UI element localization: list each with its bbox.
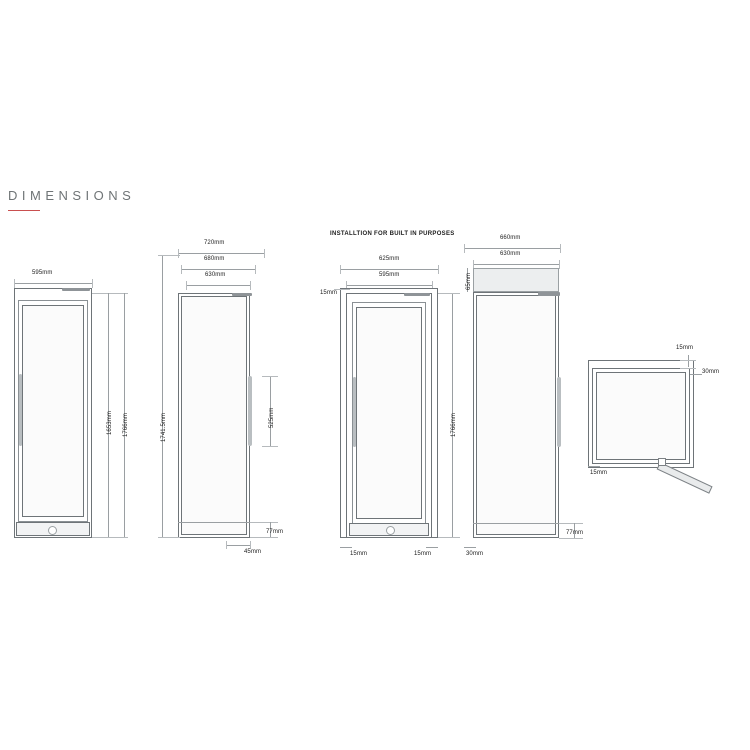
page-title: DIMENSIONS	[8, 188, 136, 203]
builtin-left-gap-dim-line	[340, 547, 352, 548]
builtin-cabinet-width-label: 595mm	[379, 272, 400, 278]
plan-cabinet-interior	[596, 372, 686, 460]
side-foot-dim-line	[226, 545, 250, 546]
builtin-side-depth-total-dim-line	[464, 248, 560, 249]
side-total-height-label: 1741.5mm	[161, 412, 167, 442]
front-glass-panel	[22, 305, 84, 517]
side-foot-tick-right	[250, 541, 251, 549]
builtin-top-gap-leader	[334, 289, 350, 290]
front-width-dim-line	[14, 283, 92, 284]
title-underline	[8, 210, 40, 211]
builtin-side-plinth-line	[473, 523, 559, 524]
builtin-height-bottom-ext	[438, 537, 460, 538]
side-foot-label: 45mm	[244, 549, 262, 555]
front-control-dial	[48, 526, 57, 535]
plan-front-gap-dim-line	[588, 466, 600, 467]
builtin-side-plinth-label: 77mm	[566, 530, 584, 536]
builtin-cabinet-width-dim-line	[346, 285, 432, 286]
side-depth-total-tick-left	[178, 249, 179, 258]
side-depth-body-tick-left	[186, 281, 187, 290]
builtin-height-top-ext	[438, 293, 460, 294]
builtin-right-gap-dim-line	[426, 547, 438, 548]
plan-side-gap-label: 30mm	[702, 369, 720, 375]
builtin-left-gap-label: 15mm	[350, 551, 368, 557]
side-foot-tick-left	[226, 541, 227, 549]
builtin-top-gap-label: 15mm	[320, 290, 338, 296]
front-height-bottom-ext	[92, 537, 128, 538]
builtin-door-handle	[353, 377, 356, 447]
side-plinth-ext-top	[250, 522, 278, 523]
builtin-side-depth-total-tick-right	[560, 244, 561, 253]
side-depth-body-dim-line	[186, 285, 250, 286]
built-in-section-label: INSTALLTION FOR BUILT IN PURPOSES	[330, 231, 455, 237]
front-height-top-ext	[92, 293, 128, 294]
builtin-side-top-vent-box	[473, 268, 559, 292]
builtin-side-top-trim	[538, 292, 560, 296]
plan-side-gap-dim-line	[690, 374, 702, 375]
side-total-height-bottom-ext	[158, 537, 180, 538]
side-depth-mid-tick-right	[255, 265, 256, 274]
side-top-trim	[232, 293, 252, 296]
front-door-handle	[19, 374, 22, 446]
plan-door-hinge	[658, 458, 666, 466]
side-depth-body-tick-right	[250, 281, 251, 290]
plan-rear-gap-label: 15mm	[676, 345, 694, 351]
builtin-side-plinth-ext-top	[559, 523, 583, 524]
front-inner-height-label: 1653mm	[107, 411, 113, 435]
builtin-side-front-gap-dim-line	[464, 547, 476, 548]
builtin-side-depth-total-label: 660mm	[500, 235, 521, 241]
side-cabinet-face	[181, 296, 247, 535]
side-plinth-line	[178, 522, 250, 523]
side-plinth-ext-bottom	[250, 537, 278, 538]
builtin-aperture-tick-right	[438, 265, 439, 274]
plan-rear-gap-dim-line	[688, 355, 689, 367]
builtin-side-front-gap-label: 30mm	[466, 551, 484, 557]
builtin-glass-panel	[356, 307, 422, 519]
builtin-side-door-handle	[557, 377, 561, 447]
front-outer-height-label: 1766mm	[123, 413, 129, 437]
side-depth-total-dim-line	[178, 253, 264, 254]
front-width-tick-right	[92, 279, 93, 288]
builtin-side-depth-total-tick-left	[464, 244, 465, 253]
builtin-aperture-width-dim-line	[340, 269, 438, 270]
side-door-handle	[248, 376, 252, 446]
builtin-right-gap-label: 15mm	[414, 551, 432, 557]
side-depth-mid-dim-line	[181, 269, 255, 270]
side-depth-body-label: 630mm	[205, 272, 226, 278]
builtin-aperture-width-label: 625mm	[379, 256, 400, 262]
side-total-height-dim-line	[162, 255, 163, 537]
side-plinth-label: 77mm	[266, 529, 284, 535]
plan-front-gap-label: 15mm	[590, 470, 608, 476]
front-width-tick-left	[14, 279, 15, 288]
side-total-height-top-ext	[158, 255, 180, 256]
builtin-side-depth-body-dim-line	[473, 264, 559, 265]
builtin-side-vent-label: 65mm	[466, 272, 472, 290]
builtin-side-depth-body-tick-right	[559, 260, 560, 269]
plan-rear-gap-ext-top	[680, 360, 696, 361]
builtin-side-cabinet-face	[476, 295, 556, 535]
builtin-top-trim	[404, 293, 430, 296]
side-handle-height-top-ext	[262, 376, 278, 377]
side-depth-mid-tick-left	[181, 265, 182, 274]
side-handle-height-bottom-ext	[262, 446, 278, 447]
builtin-side-depth-body-label: 630mm	[500, 251, 521, 257]
front-top-trim	[62, 288, 90, 291]
builtin-side-plinth-ext-bottom	[559, 538, 583, 539]
front-width-label: 595mm	[32, 270, 53, 276]
builtin-control-dial	[386, 526, 395, 535]
side-depth-total-label: 720mm	[204, 240, 225, 246]
builtin-aperture-tick-left	[340, 265, 341, 274]
builtin-height-label: 1766mm	[451, 413, 457, 437]
side-handle-height-label: 525mm	[269, 407, 275, 428]
side-depth-total-tick-right	[264, 249, 265, 258]
side-depth-mid-label: 680mm	[204, 256, 225, 262]
plan-rear-gap-ext-bottom	[680, 368, 696, 369]
